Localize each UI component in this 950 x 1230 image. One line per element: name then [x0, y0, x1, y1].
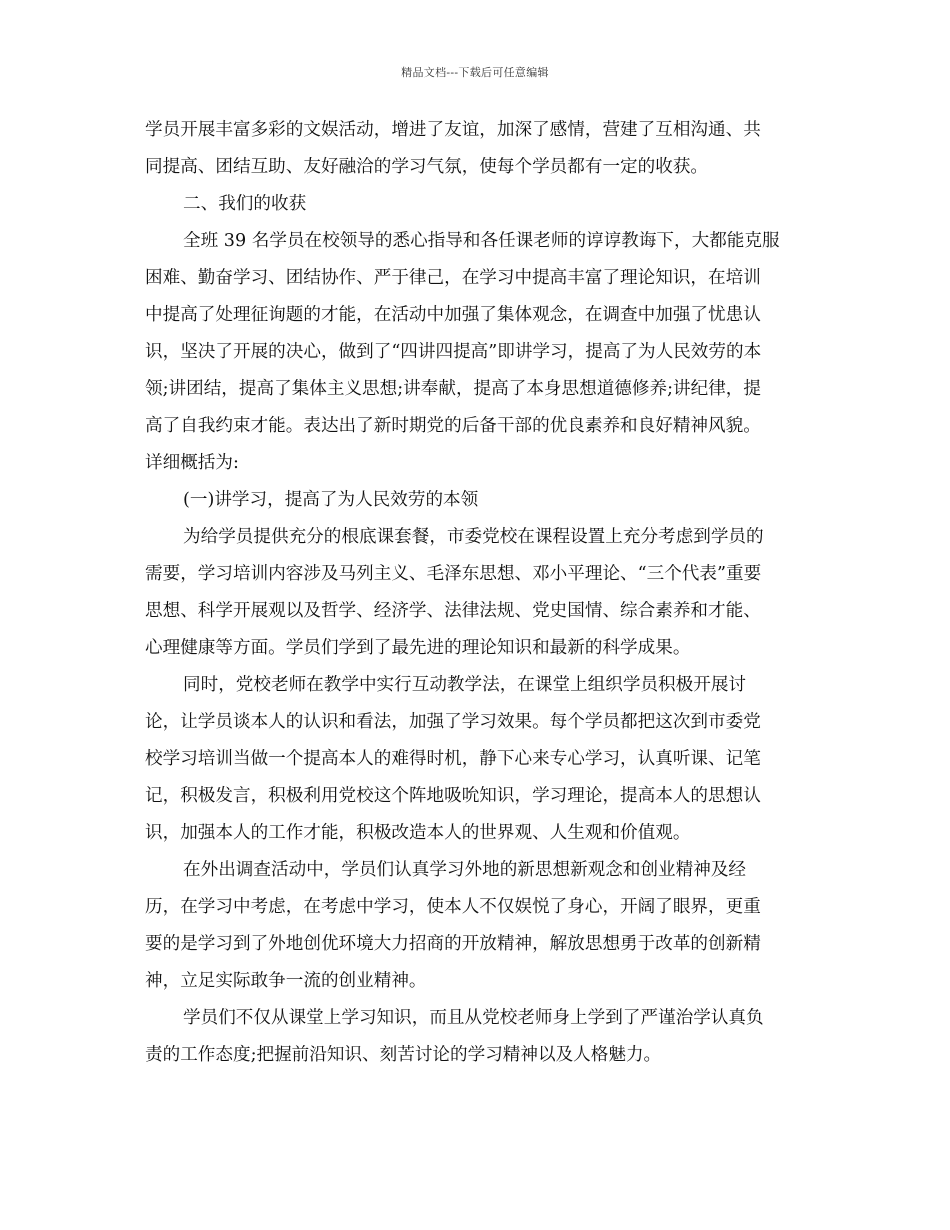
body-line: 要的是学习到了外地创优环境大力招商的开放精神，解放思想勇于改革的创新精 [145, 934, 761, 954]
body-line: 同提高、团结互助、友好融洽的学习气氛，使每个学员都有一定的收获。 [145, 157, 709, 177]
body-line: 详细概括为: [145, 453, 239, 473]
body-line: 识，加强本人的工作才能，积极改造本人的世界观、人生观和价值观。 [145, 823, 691, 843]
body-line: 需要，学习培训内容涉及马列主义、毛泽东思想、邓小平理论、“三个代表”重要 [145, 564, 762, 584]
body-line: 中提高了处理征询题的才能，在活动中加强了集体观念，在调查中加强了忧患认 [145, 305, 761, 325]
body-line: 论，让学员谈本人的认识和看法，加强了学习效果。每个学员都把这次到市委党 [145, 712, 761, 732]
body-line: 高了自我约束才能。表达出了新时期党的后备干部的优良素养和良好精神风貌。 [145, 416, 761, 436]
page-header: 精品文档---下载后可任意编辑 [401, 66, 549, 79]
body-line: 识，坚决了开展的决心，做到了“四讲四提高”即讲学习，提高了为人民效劳的本 [145, 342, 762, 362]
body-line: 思想、科学开展观以及哲学、经济学、法律法规、党史国情、综合素养和才能、 [145, 601, 761, 621]
body-line: 领;讲团结，提高了集体主义思想;讲奉献，提高了本身思想道德修养;讲纪律，提 [145, 379, 761, 399]
body-line: 为给学员提供充分的根底课套餐，市委党校在课程设置上充分考虑到学员的 [183, 527, 764, 547]
body-line: 学员们不仅从课堂上学习知识，而且从党校老师身上学到了严谨治学认真负 [183, 1008, 764, 1028]
section-heading: 二、我们的收获 [183, 194, 307, 214]
subsection-heading: (一)讲学习，提高了为人民效劳的本领 [183, 490, 479, 510]
body-line: 困难、勤奋学习、团结协作、严于律己，在学习中提高丰富了理论知识，在培训 [145, 268, 761, 288]
body-line: 学员开展丰富多彩的文娱活动，增进了友谊，加深了感情，营建了互相沟通、共 [145, 120, 761, 140]
body-line: 记，积极发言，积极利用党校这个阵地吸吮知识，学习理论，提高本人的思想认 [145, 786, 761, 806]
body-line: 同时，党校老师在教学中实行互动教学法，在课堂上组织学员积极开展讨 [183, 675, 747, 695]
body-line: 神，立足实际敢争一流的创业精神。 [145, 971, 427, 991]
body-line: 在外出调查活动中，学员们认真学习外地的新思想新观念和创业精神及经 [183, 860, 747, 880]
body-line: 校学习培训当做一个提高本人的难得时机，静下心来专心学习，认真听课、记笔 [145, 749, 761, 769]
body-line: 全班 39 名学员在校领导的悉心指导和各任课老师的谆谆教诲下，大都能克服 [183, 231, 780, 251]
body-line: 责的工作态度;把握前沿知识、刻苦讨论的学习精神以及人格魅力。 [145, 1045, 662, 1065]
body-line: 历，在学习中考虑，在考虑中学习，使本人不仅娱悦了身心，开阔了眼界，更重 [145, 897, 761, 917]
body-line: 心理健康等方面。学员们学到了最先进的理论知识和最新的科学成果。 [145, 638, 691, 658]
